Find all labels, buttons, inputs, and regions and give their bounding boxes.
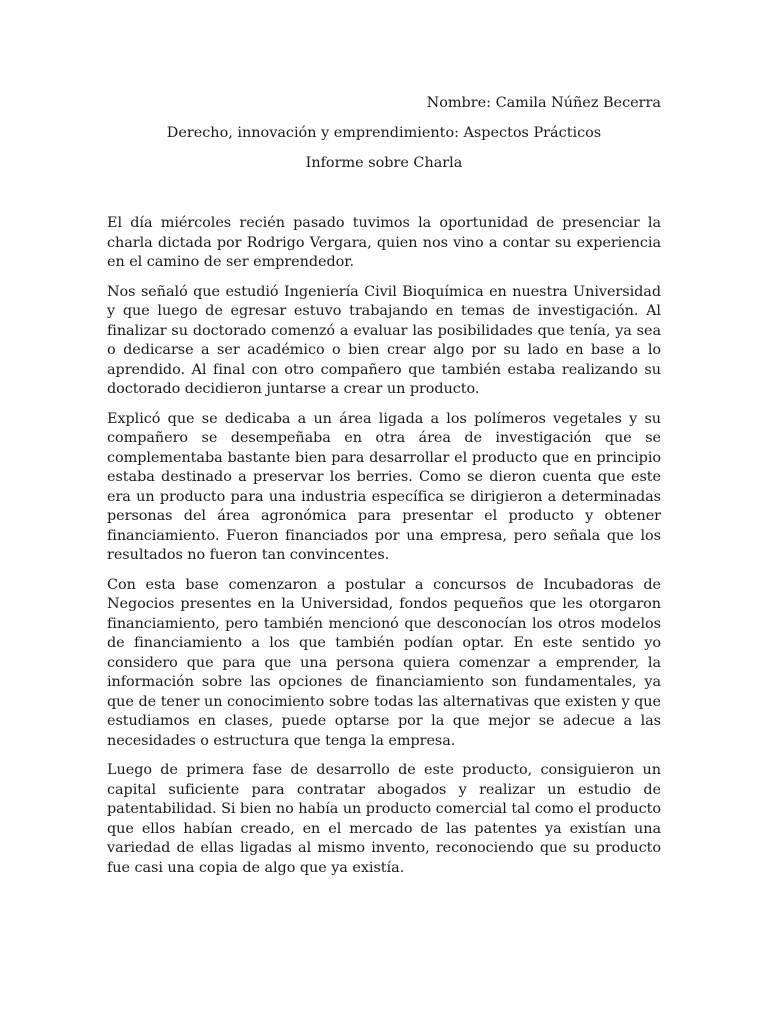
course-title: Derecho, innovación y emprendimiento: Aspectos Prácticos [166, 125, 602, 141]
report-title: Informe sobre Charla [305, 155, 463, 171]
paragraph-3: Explicó que se dedicaba a un área ligada a los polímeros vegetales y su compañero se desempeñaba en otra área de investigación que se complementaba bastante bien para desarrollar el producto que en principio estaba destinado a preservar los berries. Como se dieron cuenta que este era un producto para una industria específica se dirigieron a determinadas personas del área agronómica para presentar el producto y obtener financiamiento. Fueron financiados por una empresa, pero señala que los resultados no fueron tan convincentes. [107, 410, 661, 563]
paragraph-4: Con esta base comenzaron a postular a concursos de Incubadoras de Negocios presentes en la Universidad, fondos pequeños que les otorgaron financiamiento, pero también mencionó que desconocían los otros modelos de financiamiento a los que también podían optar. En este sentido yo considero que para que una persona quiera comenzar a emprender, la información sobre las opciones de financiamiento son fundamentales, ya que de tener un conocimiento sobre todas las alternativas que existen y que estudiamos en clases, puede optarse por la que mejor se adecue a las necesidades o estructura que tenga la empresa. [107, 576, 661, 749]
document-page [107, 88, 661, 888]
author-name: Nombre: Camila Núñez Becerra [426, 95, 661, 111]
paragraph-2: Nos señaló que estudió Ingeniería Civil Bioquímica en nuestra Universidad y que luego de egresar estuvo trabajando en temas de investigación. Al finalizar su doctorado comenzó a evaluar las posibilidades que tenía, ya sea o dedicarse a ser académico o bien crear algo por su lado en base a lo aprendido. Al final con otro compañero que también estaba realizando su doctorado decidieron juntarse a crear un producto. [107, 283, 661, 397]
paragraph-1: El día miércoles recién pasado tuvimos la oportunidad de presenciar la charla dictada por Rodrigo Vergara, quien nos vino a contar su experiencia en el camino de ser emprendedor. [107, 215, 661, 270]
report-body [107, 214, 661, 878]
paragraph-5: Luego de primera fase de desarrollo de este producto, consiguieron un capital suficiente para contratar abogados y realizar un estudio de patentabilidad. Si bien no había un producto comercial tal como el producto que ellos habían creado, en el mercado de las patentes ya existían una variedad de ellas ligadas al mismo invento, reconociendo que su producto fue casi una copia de algo que ya existía. [107, 762, 661, 876]
